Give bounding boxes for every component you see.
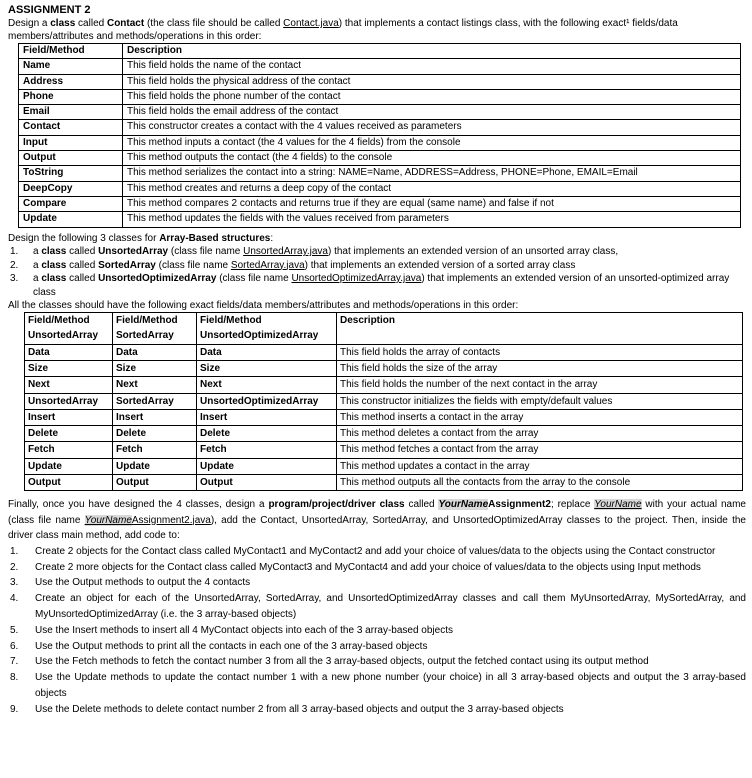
contact-fields-table (18, 43, 741, 228)
list-number: 2. (10, 259, 19, 271)
step-text: Use the Insert methods to insert all 4 MyContact objects into each of the 3 array-based objects (35, 624, 453, 636)
list-item (10, 623, 746, 639)
table-row (25, 442, 743, 458)
column-header: Field/Method (113, 313, 197, 329)
column-header: Description (337, 313, 743, 345)
field-name-cell: Data (197, 344, 337, 360)
list-item: 3. a class called UnsortedOptimizedArray (class file name UnsortedOptimizedArray.java) that implements an extended version of an unsorted-optimized array class (10, 273, 730, 298)
field-name-cell: Size (197, 360, 337, 376)
list-item (10, 560, 746, 576)
list-number: 8. (10, 672, 19, 684)
description-cell: This field holds the size of the array (337, 360, 743, 376)
table-row (19, 120, 741, 135)
field-name-cell: Size (113, 360, 197, 376)
step-text: Use the Output methods to output the 4 contacts (35, 577, 251, 589)
step-text: Create an object for each of the UnsortedArray, SortedArray, and UnsortedOptimizedArray classes and call them MyUnsortedArray, MySortedArray, and MyUnsortedOptimizedArray (i.e. the 3 array-based objects) (35, 593, 746, 621)
field-name-cell: SortedArray (113, 393, 197, 409)
field-name-cell: Data (25, 344, 113, 360)
list-number: 1. (10, 246, 19, 258)
table-row (19, 151, 741, 166)
array-fields-table (24, 312, 743, 491)
field-name-cell: Next (113, 377, 197, 393)
list-number: 2. (10, 561, 19, 573)
description-cell: This method updates a contact in the array (337, 458, 743, 474)
list-number: 3. (10, 273, 19, 285)
table-row (19, 212, 741, 227)
field-name-cell: Compare (19, 196, 123, 211)
description-cell: This field holds the email address of the contact (123, 105, 741, 120)
description-cell: This method creates and returns a deep copy of the contact (123, 181, 741, 196)
step-text: Create 2 objects for the Contact class called MyContact1 and MyContact2 and add your choice of values/data to the objects using the Contact constructor (35, 545, 716, 557)
description-cell: This method serializes the contact into a string: NAME=Name, ADDRESS=Address, PHONE=Phone, EMAIL=Email (123, 166, 741, 181)
column-subheader: UnsortedOptimizedArray (197, 328, 337, 344)
field-name-cell: Fetch (113, 442, 197, 458)
column-header: Description (123, 44, 741, 59)
list-number: 4. (10, 593, 19, 605)
description-cell: This method outputs all the contacts from the array to the console (337, 475, 743, 491)
field-name-cell: DeepCopy (19, 181, 123, 196)
step-text: Create 2 more objects for the Contact class called MyContact3 and MyContact4 and add your choice of values/data to the objects using Input methods (35, 561, 701, 573)
description-cell: This method deletes a contact from the array (337, 426, 743, 442)
table-row (19, 135, 741, 150)
field-name-cell: Insert (113, 409, 197, 425)
field-name-cell: Address (19, 74, 123, 89)
field-name-cell: Contact (19, 120, 123, 135)
field-name-cell: Input (19, 135, 123, 150)
table-row (25, 360, 743, 376)
field-name-cell: Insert (197, 409, 337, 425)
field-name-cell: Next (25, 377, 113, 393)
description-cell: This method outputs the contact (the 4 fields) to the console (123, 151, 741, 166)
field-name-cell: Delete (113, 426, 197, 442)
list-item (10, 544, 746, 560)
list-number: 7. (10, 656, 19, 668)
table-row (19, 181, 741, 196)
column-header: Field/Method (25, 313, 113, 329)
list-item (10, 702, 746, 718)
list-item: 1. a class called UnsortedArray (class file name UnsortedArray.java) that implements an extended version of an unsorted array class, (10, 246, 619, 258)
list-number: 6. (10, 640, 19, 652)
table-row (19, 166, 741, 181)
field-name-cell: Output (197, 475, 337, 491)
field-name-cell: Fetch (197, 442, 337, 458)
column-subheader: SortedArray (113, 328, 197, 344)
field-name-cell: Update (197, 458, 337, 474)
driver-steps-list (8, 544, 746, 718)
field-name-cell: Update (19, 212, 123, 227)
list-item (10, 654, 746, 670)
step-text: Use the Fetch methods to fetch the contact number 3 from all the 3 array-based objects, output the fetched contact using its output method (35, 656, 649, 668)
description-cell: This field holds the physical address of the contact (123, 74, 741, 89)
table-row (25, 458, 743, 474)
list-item (10, 639, 746, 655)
table-row (19, 59, 741, 74)
field-name-cell: Fetch (25, 442, 113, 458)
field-name-cell: Update (113, 458, 197, 474)
table-row (19, 196, 741, 211)
array-section-after: All the classes should have the following exact fields/data members/attributes and methods/operations in this order: (8, 300, 519, 312)
list-number: 3. (10, 577, 19, 589)
list-item (10, 575, 746, 591)
list-number: 9. (10, 703, 19, 715)
field-name-cell: Email (19, 105, 123, 120)
table-row (25, 409, 743, 425)
field-name-cell: UnsortedArray (25, 393, 113, 409)
table-row (19, 105, 741, 120)
table-row (25, 426, 743, 442)
field-name-cell: Delete (197, 426, 337, 442)
description-cell: This field holds the phone number of the contact (123, 89, 741, 104)
field-name-cell: Phone (19, 89, 123, 104)
description-cell: This constructor initializes the fields with empty/default values (337, 393, 743, 409)
field-name-cell: Update (25, 458, 113, 474)
table-row (25, 377, 743, 393)
column-header: Field/Method (19, 44, 123, 59)
table-row (25, 393, 743, 409)
description-cell: This constructor creates a contact with the 4 values received as parameters (123, 120, 741, 135)
table-header-row (25, 313, 743, 329)
field-name-cell: UnsortedOptimizedArray (197, 393, 337, 409)
step-text: Use the Update methods to update the contact number 1 with a new phone number (your choice) in all 3 array-based objects and output the 3 array-based objects (35, 672, 746, 699)
list-number: 1. (10, 545, 19, 557)
field-name-cell: Next (197, 377, 337, 393)
table-row (19, 89, 741, 104)
driver-class-paragraph: Finally, once you have designed the 4 classes, design a program/project/driver class called YourNameAssignment2; replace YourName with your actual name (class file name YourNameAssignment2.java), add the Contact, UnsortedArray, SortedArray, and UnsortedOptimizedArray classes to the project. Then, inside the driver class main method, add code to: (8, 499, 746, 542)
step-text: Use the Output methods to print all the contacts in each one of the 3 array-based objects (35, 640, 428, 652)
column-header: Field/Method (197, 313, 337, 329)
assignment-title: ASSIGNMENT 2 (8, 4, 91, 16)
field-name-cell: Delete (25, 426, 113, 442)
list-number: 5. (10, 624, 19, 636)
list-item (10, 591, 746, 623)
description-cell: This field holds the name of the contact (123, 59, 741, 74)
column-subheader: UnsortedArray (25, 328, 113, 344)
field-name-cell: Name (19, 59, 123, 74)
list-item: 2. a class called SortedArray (class file name SortedArray.java) that implements an extended version of a sorted array class (10, 259, 576, 271)
description-cell: This field holds the number of the next contact in the array (337, 377, 743, 393)
field-name-cell: Size (25, 360, 113, 376)
contact-intro: Design a class called Contact (the class file should be called Contact.java) that implements a contact listings class, with the following exact¹ fields/data members/attributes and methods/operations in this order: (8, 18, 678, 42)
field-name-cell: Insert (25, 409, 113, 425)
list-item (10, 670, 746, 702)
description-cell: This method inputs a contact (the 4 values for the 4 fields) from the console (123, 135, 741, 150)
array-classes-list (8, 245, 746, 299)
field-name-cell: Output (25, 475, 113, 491)
field-name-cell: Data (113, 344, 197, 360)
step-text: Use the Delete methods to delete contact number 2 from all 3 array-based objects and output the 3 array-based objects (35, 703, 564, 715)
description-cell: This method updates the fields with the values received from parameters (123, 212, 741, 227)
description-cell: This method inserts a contact in the array (337, 409, 743, 425)
description-cell: This field holds the array of contacts (337, 344, 743, 360)
description-cell: This method compares 2 contacts and returns true if they are equal (same name) and false if not (123, 196, 741, 211)
table-row (25, 475, 743, 491)
table-header-row (19, 44, 741, 59)
field-name-cell: Output (113, 475, 197, 491)
field-name-cell: ToString (19, 166, 123, 181)
array-section-lead: Design the following 3 classes for Array-Based structures: (8, 232, 274, 244)
table-row (19, 74, 741, 89)
description-cell: This method fetches a contact from the array (337, 442, 743, 458)
table-row (25, 344, 743, 360)
field-name-cell: Output (19, 151, 123, 166)
